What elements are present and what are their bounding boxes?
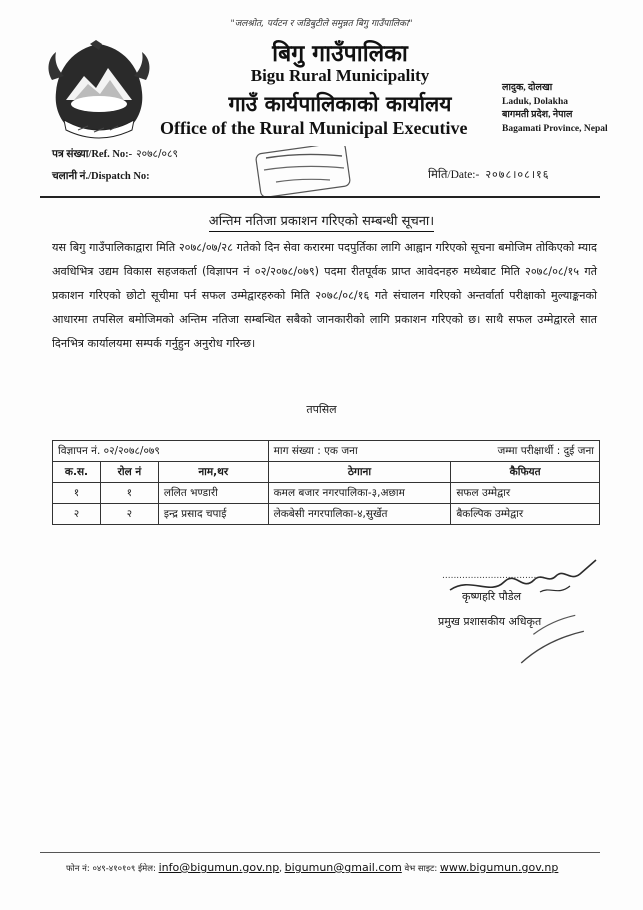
email-link-gmail[interactable]: bigumun@gmail.com (284, 861, 402, 874)
office-address (502, 82, 642, 136)
footer-divider (40, 852, 600, 853)
column-header: ठेगाना (268, 462, 451, 483)
date-label: मिति/Date:- (428, 169, 480, 181)
reference-label: पत्र संख्या/Ref. No:- (52, 149, 133, 160)
motto: "जलश्रोत, पर्यटन र जडिबुटीले समुन्नत बिगु गाउँपालिका" (230, 19, 413, 29)
table-cell: ललित भण्डारी (158, 483, 268, 504)
table-cell: इन्द्र प्रसाद चपाई (158, 504, 268, 525)
column-header: कैफियत (451, 462, 600, 483)
header-divider (40, 196, 600, 198)
municipality-name-nepali: बिगु गाउँपालिका (272, 41, 408, 67)
notice-body: यस बिगु गाउँपालिकाद्वारा मिति २०७८/०७/२८ गतेको दिन सेवा करारमा पदपुर्तिका लागि आह्वान गरिएको सूचना बमोजिम तोकिएको म्याद अवधिभित्र उद्यम विकास सहजकर्ता (विज्ञापन नं ०२/२०७८/०७९) पदमा रीतपूर्वक प्राप्त आवेदनहरु मध्येबाट मिति २०७८/०८/१५ गते प्रकाशन गरिएको छोटो सूचीमा पर्न सफल उम्मेद्वारहरुको मिति २०७८/०८/१६ गते संचालन गरिएको अन्तर्वार्ता परीक्षाको मुल्याङ्कनको आधारमा तपसिल बमोजिमको अन्तिम नतिजा सम्बन्धित सबैको जानकारीको लागि प्रकाशन गरिएको छ। साथै सफल उम्मेद्वारले सात दिनभित्र कार्यालयमा सम्पर्क गर्नुहुन अनुरोध गरिन्छ। (52, 241, 597, 350)
table-meta-cell (268, 441, 599, 462)
address-line: Laduk, Dolakha (502, 96, 569, 107)
column-header: क.स. (53, 462, 101, 483)
nepal-emblem-logo (44, 40, 154, 140)
column-header: नाम,थर (158, 462, 268, 483)
letter-date (428, 167, 549, 182)
notice-subject (0, 210, 643, 229)
dispatch-number (52, 169, 150, 183)
table-cell: कमल बजार नगरपालिका-३,अछाम (268, 483, 451, 504)
table-cell: १ (100, 483, 158, 504)
table-header-row (53, 462, 600, 483)
advert-number: विज्ञापन नं. ०२/२०७८/०७९ (53, 441, 269, 462)
details-heading: तपसिल (306, 403, 337, 416)
address-line: बागमती प्रदेश, नेपाल (502, 110, 573, 120)
footer-contact (66, 861, 626, 874)
dispatch-label: चलानी नं./Dispatch No: (52, 171, 150, 182)
demand-count: माग संख्या : एक जना (273, 445, 358, 457)
website-link[interactable]: www.bigumun.gov.np (439, 861, 559, 874)
separator: , (279, 864, 282, 874)
reference-value: २०७८/०८९ (136, 148, 178, 160)
municipality-name-english: Bigu Rural Municipality (250, 66, 430, 85)
table-cell: बैकल्पिक उम्मेद्वार (451, 504, 600, 525)
table-meta-row (53, 441, 600, 462)
address-line: लादुक, दोलखा (502, 83, 553, 93)
office-name-nepali: गाउँ कार्यपालिकाको कार्यालय (228, 92, 452, 116)
signatory-stamp (496, 612, 596, 666)
address-line: Bagamati Province, Nepal (502, 123, 608, 134)
email-link-info[interactable]: info@bigumun.gov.np (158, 861, 280, 874)
signatory-name: कृष्णहरि पौडेल (462, 590, 522, 603)
total-candidates: जम्मा परीक्षार्थी : दुई जना (497, 445, 594, 457)
table-cell: सफल उम्मेद्वार (451, 483, 600, 504)
reference-number (52, 147, 178, 161)
table-cell: १ (53, 483, 101, 504)
table-cell: २ (100, 504, 158, 525)
table-row (53, 483, 600, 504)
results-table (52, 440, 600, 525)
signature-dots: .................................... (442, 571, 545, 581)
table-cell: २ (53, 504, 101, 525)
date-value: २०७८।०८।१६ (485, 168, 550, 181)
website-label: वेभ साइट: (404, 864, 438, 874)
office-stamp (250, 146, 354, 196)
office-name-english: Office of the Rural Municipal Executive (160, 118, 468, 138)
signatory-title: प्रमुख प्रशासकीय अधिकृत (438, 615, 542, 628)
subject-text: अन्तिम नतिजा प्रकाशन गरिएको सम्बन्धी सूचना। (209, 214, 434, 232)
table-row (53, 504, 600, 525)
phone-label: फोन नं: ०४९-४१०१०९ ईमेल: (66, 864, 156, 874)
column-header: रोल नं (100, 462, 158, 483)
table-cell: लेकबेसी नगरपालिका-४,सुर्खेत (268, 504, 451, 525)
